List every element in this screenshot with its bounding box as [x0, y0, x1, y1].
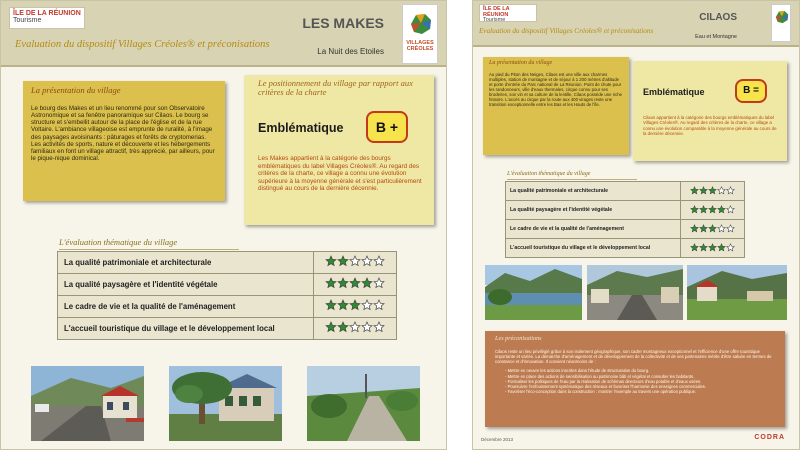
- village-subtitle: La Nuit des Etoiles: [317, 47, 384, 56]
- photo-garden-path: [307, 366, 420, 441]
- preconisations-title: Les préconisations: [495, 335, 542, 342]
- star-filled-icon: [690, 186, 699, 195]
- evaluation-criterion: La qualité paysagère et l'identité végétale: [506, 201, 681, 220]
- star-filled-icon: [708, 243, 717, 252]
- star-rating: [681, 239, 745, 258]
- star-filled-icon: [349, 277, 361, 289]
- evaluation-row: [58, 318, 397, 340]
- star-empty-icon: [373, 321, 385, 333]
- star-filled-icon: [708, 224, 717, 233]
- positionnement-box: [244, 75, 434, 225]
- photo-mountain-pond: [485, 265, 582, 320]
- villages-creoles-badge: [771, 4, 791, 42]
- star-rating: [681, 182, 745, 201]
- evaluation-row: [506, 201, 745, 220]
- evaluation-row: [58, 296, 397, 318]
- star-filled-icon: [361, 277, 373, 289]
- reunion-map-icon: [408, 11, 434, 37]
- presentation-box: [23, 81, 225, 201]
- star-filled-icon: [708, 205, 717, 214]
- presentation-title: La présentation du village: [31, 85, 121, 95]
- section-divider: [59, 249, 239, 250]
- preconisations-box: [485, 331, 785, 427]
- badge-line2: CRÉOLES: [406, 45, 434, 52]
- star-filled-icon: [699, 186, 708, 195]
- star-filled-icon: [349, 299, 361, 311]
- villages-creoles-badge: [402, 4, 438, 64]
- cilaos-page: [472, 0, 800, 450]
- photo-village-square: [687, 265, 787, 320]
- evaluation-criterion: La qualité paysagère et l'identité végétale: [58, 274, 314, 296]
- photo-tree-building: [169, 366, 282, 441]
- presentation-box: [483, 57, 629, 155]
- evaluation-row: [506, 239, 745, 258]
- star-filled-icon: [717, 243, 726, 252]
- positionnement-title: Le positionnement du village par rapport aux critères de la charte: [258, 78, 413, 98]
- positionnement-text: Cilaos appartient à la catégorie des bourgs emblématiques du label Villages Créoles®. Au regard des critères de la charte, ce village a connu une évolution comparable à la moyenne générale au cours de la dernière décennie.: [643, 115, 777, 136]
- evaluation-criterion: La qualité patrimoniale et architecturale: [58, 252, 314, 274]
- star-rating: [681, 220, 745, 239]
- evaluation-criterion: L'accueil touristique du village et le développement local: [58, 318, 314, 340]
- preconisation-item: - Formaliser les politiques de l'eau par la réalisation de schémas directeurs d'eau potable et d'eaux usées.: [505, 379, 775, 384]
- village-subtitle: Eau et Montagne: [695, 34, 737, 40]
- village-name: LES MAKES: [302, 15, 384, 31]
- evaluation-criterion: Le cadre de vie et la qualité de l'aménagement: [58, 296, 314, 318]
- star-empty-icon: [726, 243, 735, 252]
- star-filled-icon: [325, 299, 337, 311]
- logo-line1: ÎLE DE LA RÉUNION: [483, 6, 510, 18]
- star-filled-icon: [690, 224, 699, 233]
- star-empty-icon: [717, 224, 726, 233]
- star-filled-icon: [690, 243, 699, 252]
- evaluation-row: [506, 220, 745, 239]
- star-filled-icon: [699, 243, 708, 252]
- star-empty-icon: [349, 321, 361, 333]
- star-filled-icon: [337, 321, 349, 333]
- grade-badge: B =: [735, 79, 767, 103]
- star-rating: [313, 274, 396, 296]
- star-filled-icon: [690, 205, 699, 214]
- star-filled-icon: [325, 277, 337, 289]
- photo-street-houses: [31, 366, 144, 441]
- positionnement-text: Les Makes appartient à la catégorie des bourgs emblématiques du label Villages Créoles®. Au regard des critères de la charte, ce village a connu une évolution supérieure à la moyenne générale et s'est particulièrement distingué au cours de la dernière décennie.: [258, 155, 422, 193]
- presentation-text: Au pied du Piton des Neiges, Cilaos est une ville aux charmes multiples, station de montagne et de séjour à 1 200 mètres d'altitude et porte d'entrée du Parc national de La Réunion. Point de chute pour les randonneurs, ville d'eaux thermales, cirque connu pour ses broderies, son vin et sa culture de la lentille, Cilaos possède une riche histoire. L'accès au cirque par la route aux 400 virages reste une transition exceptionnelle entre les Bas et les Hauts de l'île.: [489, 72, 623, 107]
- preconisations-intro: Cilaos reste un lieu privilégié grâce à son isolement géographique, son cadre montagneux exceptionnel et l'efficience d'une offre touristique importante et variée. La démarche d'aménagement et de développement de la collectivité et de ses partenaires mérite d'être saluée en termes de constance et d'innovation. Il convient néanmoins de :: [495, 349, 772, 365]
- badge-line1: VILLAGES: [406, 40, 434, 46]
- preconisation-item: - Favoriser l'éco-conception dans la construction : montrer l'exemple au travers une opération publique.: [505, 389, 775, 394]
- star-filled-icon: [337, 277, 349, 289]
- star-rating: [313, 252, 396, 274]
- page-header: [1, 1, 446, 67]
- footer-date: Décembre 2013: [481, 437, 514, 442]
- star-empty-icon: [361, 299, 373, 311]
- star-empty-icon: [717, 186, 726, 195]
- star-filled-icon: [699, 224, 708, 233]
- reunion-tourisme-logo: [9, 7, 85, 29]
- evaluation-criterion: L'accueil touristique du village et le développement local: [506, 239, 681, 258]
- header-evaluation-title: Evaluation du dispositif Villages Créoles® et préconisations: [15, 39, 270, 50]
- evaluation-section-title: L'évaluation thématique du village: [59, 237, 178, 247]
- village-name: CILAOS: [699, 12, 737, 23]
- star-empty-icon: [726, 186, 735, 195]
- star-empty-icon: [726, 224, 735, 233]
- preconisation-item: - Mettre en oeuvre les actions inscrites dans l'étude de structuration du bourg.: [505, 368, 775, 373]
- evaluation-row: [506, 182, 745, 201]
- reunion-map-icon: [774, 9, 790, 25]
- positionnement-box: [633, 61, 787, 161]
- preconisations-list: [495, 368, 775, 394]
- preconisation-item: - Mettre en place des actions de sensibilisation au patrimoine bâti et végétal et consulter les habitants.: [505, 374, 775, 379]
- star-filled-icon: [337, 299, 349, 311]
- star-filled-icon: [325, 255, 337, 267]
- grade-badge: B +: [366, 111, 408, 143]
- page-header: [473, 1, 799, 47]
- presentation-title: La présentation du village: [489, 60, 553, 66]
- logo-line2: Tourisme: [483, 17, 506, 23]
- evaluation-table: [57, 251, 397, 340]
- header-evaluation-title: Evaluation du dispositif Villages Créoles® et préconisations: [479, 27, 654, 35]
- presentation-text: Le bourg des Makes et un lieu renommé pour son Observatoire Astronomique et sa fenêtre panoramique sur Cilaos. Le bourg se structure et s'embellit autour de la place de l'église et de la rue Voltaire. L'ambiance villageoise est emprunte de ruralité, à l'image des paysages avoisinants : pâturages et forêts de cryptomerias. Les activités de sports, nature et découverte et les hébergements familiaux en font un village attractif, très apprécié, par ailleurs, pour le pique-nique dominical.: [31, 105, 215, 162]
- preconisation-item: - Poursuivre l'enfouissement systématique des réseaux et favoriser l'harmonie des enseignes commerciales.: [505, 384, 775, 389]
- level-label: Emblématique: [258, 121, 344, 135]
- star-empty-icon: [726, 205, 735, 214]
- star-empty-icon: [373, 277, 385, 289]
- logo-line1: ÎLE DE LA RÉUNION: [13, 10, 81, 17]
- evaluation-criterion: La qualité patrimoniale et architecturale: [506, 182, 681, 201]
- star-rating: [313, 296, 396, 318]
- star-filled-icon: [337, 255, 349, 267]
- star-empty-icon: [373, 255, 385, 267]
- star-empty-icon: [349, 255, 361, 267]
- level-label: Emblématique: [643, 87, 705, 97]
- logo-line2: Tourisme: [13, 17, 42, 24]
- star-rating: [313, 318, 396, 340]
- star-filled-icon: [717, 205, 726, 214]
- star-empty-icon: [361, 255, 373, 267]
- evaluation-criterion: Le cadre de vie et la qualité de l'aménagement: [506, 220, 681, 239]
- evaluation-section-title: L'évaluation thématique du village: [507, 171, 591, 177]
- star-empty-icon: [373, 299, 385, 311]
- star-filled-icon: [325, 321, 337, 333]
- photo-street-road: [587, 265, 683, 320]
- codra-logo: CODRA: [754, 434, 785, 441]
- star-filled-icon: [699, 205, 708, 214]
- star-rating: [681, 201, 745, 220]
- star-filled-icon: [708, 186, 717, 195]
- star-empty-icon: [361, 321, 373, 333]
- evaluation-row: [58, 252, 397, 274]
- section-divider: [507, 179, 637, 180]
- reunion-tourisme-logo: [479, 4, 537, 22]
- evaluation-table: [505, 181, 745, 258]
- evaluation-row: [58, 274, 397, 296]
